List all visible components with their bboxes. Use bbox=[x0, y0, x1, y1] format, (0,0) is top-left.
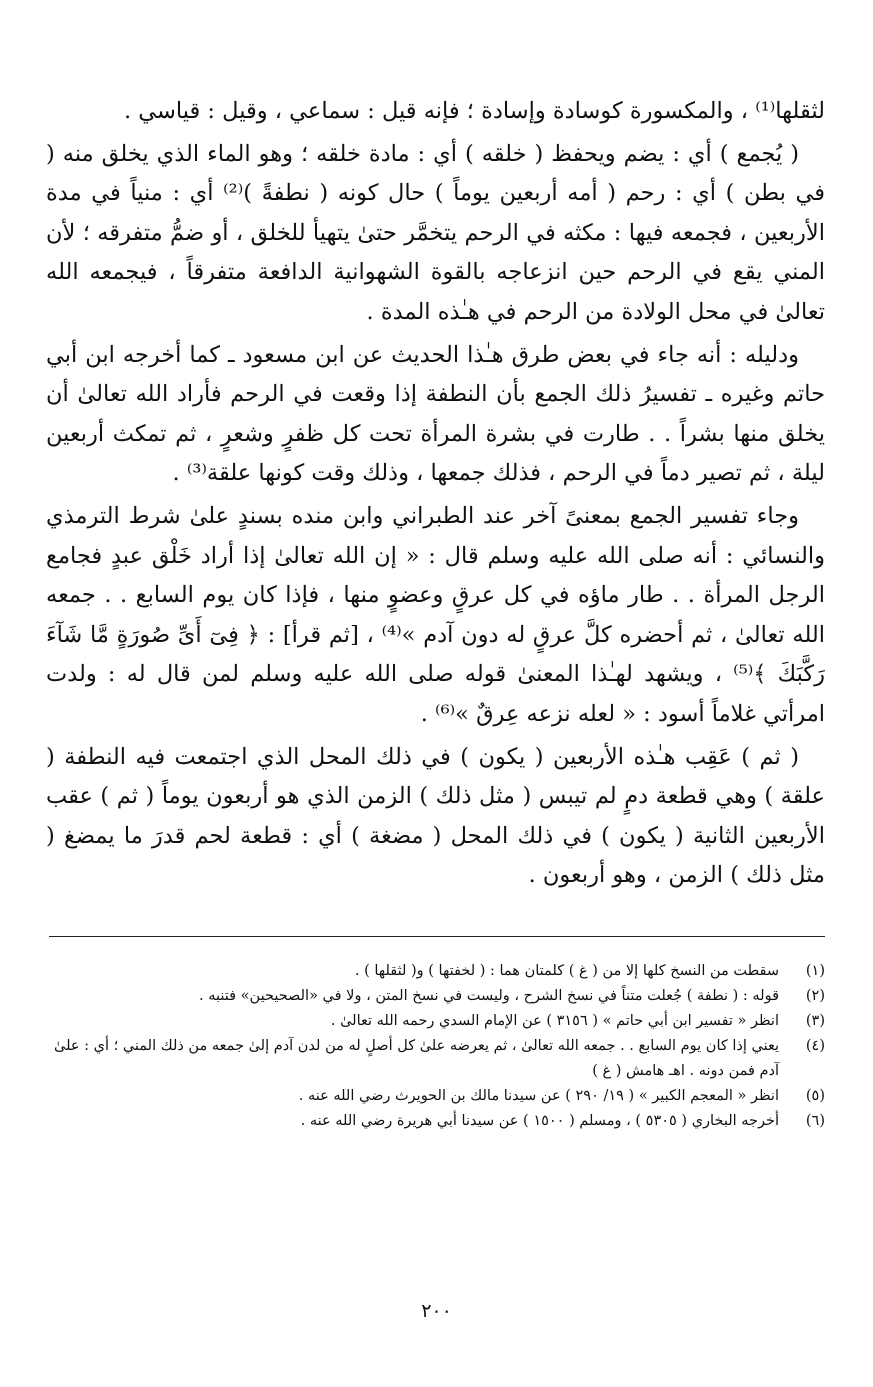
footnote-2 bbox=[46, 984, 825, 1009]
footnote-text: أخرجه البخاري ( ٥٣٠٥ ) ، ومسلم ( ١٥٠٠ ) عن سيدنا أبي هريرة رضي الله عنه . bbox=[300, 1112, 779, 1129]
footnote-number: (٣) bbox=[805, 1012, 825, 1029]
paragraph-4: وجاء تفسير الجمع بمعنىً آخر عند الطبراني وابن منده بسندٍ علىٰ شرط الترمذي والنسائي : أنه صلى الله عليه وسلم قال : « إن الله تعالىٰ إذا أراد خَلْق عبدٍ فجامع الرجل المرأة . . طار ماؤه في كل عرقٍ وعضوٍ منها ، فإذا كان يوم السابع . . جمعه الله تعالىٰ ، ثم أحضره كلَّ عرقٍ له دون آدم »⁽⁴⁾ ، [ثم قرأ] : ﴿ فِىٓ أَىِّ صُورَةٍ مَّا شَآءَ رَكَّبَكَ ﴾⁽⁵⁾ ، ويشهد لهـٰذا المعنىٰ قوله صلى الله عليه وسلم لمن قال له : ولدت امرأتي غلاماً أسود : « لعله نزعه عِرقٌ »⁽⁶⁾ . bbox=[46, 502, 825, 727]
footnote-number: (٢) bbox=[805, 987, 825, 1004]
footnote-text: انظر « المعجم الكبير » ( ١٩/ ٢٩٠ ) عن سيدنا مالك بن الحويرث رضي الله عنه . bbox=[298, 1087, 779, 1104]
footnote-4 bbox=[46, 1034, 825, 1084]
paragraph-2: ( يُجمع ) أي : يضم ويحفظ ( خلقه ) أي : مادة خلقه ؛ وهو الماء الذي يخلق منه ( في بطن ) أي : رحم ( أمه أربعين يوماً ) حال كونه ( نطفةً )⁽²⁾ أي : منياً في مدة الأربعين ، فجمعه فيها : مكثه في الرحم يتخمَّر حتىٰ يتهيأ للخلق ، أو ضمُّ متفرقه ؛ لأن المني يقع في الرحم حين انزعاجه بالقوة الشهوانية الدافعة متفرقاً ، فيجمعه الله تعالىٰ في محل الولادة من الرحم في هـٰذه المدة . bbox=[46, 140, 825, 325]
footnote-3 bbox=[46, 1009, 825, 1034]
footnote-number: (١) bbox=[805, 962, 825, 979]
page-number: ٢٠٠ bbox=[421, 1300, 452, 1322]
footnote-1 bbox=[46, 959, 825, 984]
footnote-6 bbox=[46, 1109, 825, 1134]
footnote-separator bbox=[49, 936, 825, 937]
footnote-number: (٤) bbox=[805, 1037, 825, 1054]
footnote-text: سقطت من النسخ كلها إلا من ( غ ) كلمتان هما : ( لخفتها ) و( لثقلها ) . bbox=[354, 962, 779, 979]
footnote-number: (٥) bbox=[805, 1087, 825, 1104]
footnote-text: قوله : ( نطفة ) جُعلت متناً في نسخ الشرح ، وليست في نسخ المتن ، ولا في «الصحيحين» فتنبه . bbox=[199, 987, 779, 1004]
footnotes bbox=[46, 959, 825, 1134]
footnote-number: (٦) bbox=[805, 1112, 825, 1129]
footnote-text: يعني إذا كان يوم السابع . . جمعه الله تعالىٰ ، ثم يعرضه علىٰ كل أصلٍ له من لدن آدم إلىٰ جمعه من ذلك المني ؛ أي : علىٰ آدم فمن دونه . اهـ هامش ( غ ) bbox=[53, 1037, 779, 1079]
paragraph-3: ودليله : أنه جاء في بعض طرق هـٰذا الحديث عن ابن مسعود ـ كما أخرجه ابن أبي حاتم وغيره ـ تفسيرُ ذلك الجمع بأن النطفة إذا وقعت في الرحم فأراد الله تعالىٰ أن يخلق منها بشراً . . طارت في بشرة المرأة تحت كل ظفرٍ وشعرٍ ، ثم تمكث أربعين ليلة ، ثم تصير دماً في الرحم ، فذلك جمعها ، وذلك وقت كونها علقة⁽³⁾ . bbox=[46, 341, 825, 487]
paragraph-5: ( ثم ) عَقِب هـٰذه الأربعين ( يكون ) في ذلك المحل الذي اجتمعت فيه النطفة ( علقة ) وهي قطعة دمٍ لم تيبس ( مثل ذلك ) الزمن الذي هو أربعون يوماً ( ثم ) عقب الأربعين الثانية ( يكون ) في ذلك المحل ( مضغة ) أي : قطعة لحم قدرَ ما يمضغ ( مثل ذلك ) الزمن ، وهو أربعون . bbox=[46, 743, 825, 889]
footnote-5 bbox=[46, 1084, 825, 1109]
footnote-text: انظر « تفسير ابن أبي حاتم » ( ٣١٥٦ ) عن الإمام السدي رحمه الله تعالىٰ . bbox=[330, 1012, 779, 1029]
main-text bbox=[46, 92, 825, 896]
paragraph-1: لثقلها⁽¹⁾ ، والمكسورة كوسادة وإسادة ؛ فإنه قيل : سماعي ، وقيل : قياسي . bbox=[123, 98, 825, 124]
